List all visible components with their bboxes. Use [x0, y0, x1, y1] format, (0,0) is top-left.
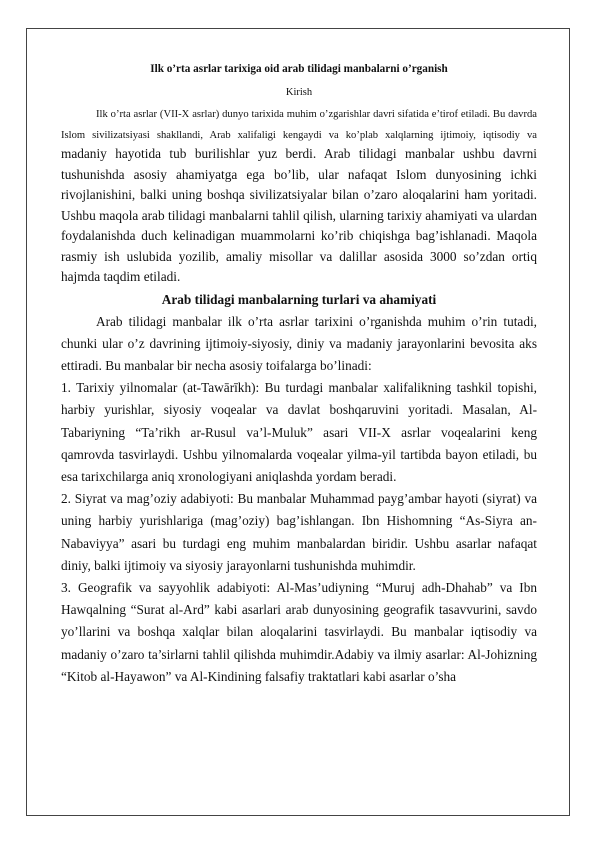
paragraph-3: 2. Siyrat va mag’oziy adabiyoti: Bu manbalar Muhammad payg’ambar hayoti (siyrat) va uning harbiy yurishlariga (mag’oziy) bag’ishlangan. Ibn Hishomning “As-Siyra an-Nabaviyya” asari bu turdagi eng muhim manbalardan biridir. Ushbu asarlar nafaqat diniy, balki ijtimoiy va siyosiy jarayonlarni tushunishda muhimdir. — [61, 491, 537, 573]
document-body — [61, 62, 537, 688]
paragraph-1: Arab tilidagi manbalar ilk o’rta asrlar tarixini o’rganishda muhim o’rin tutadi, chunki ular o’z davrining ijtimoiy-siyosiy, diniy va madaniy jarayonlarini bevosita aks ettiradi. Bu manbalar bir necha asosiy toifalarga bo’linadi: — [61, 313, 537, 373]
section-heading: Arab tilidagi manbalarning turlari va ahamiyati — [161, 291, 437, 307]
intro-paragraph — [61, 106, 537, 289]
document-title: Ilk o’rta asrlar tarixiga oid arab tilidagi manbalarni o’rganish — [150, 63, 448, 75]
intro-text-small: Ilk o’rta asrlar (VII-X asrlar) dunyo tarixida muhim o’zgarishlar davri sifatida e’tirof etiladi. Bu davrda Islom sivilizatsiyasi shakllandi, Arab xalifaligi kengaydi va ko’plab xalqlarning ijtimoiy, iqtisodiy va — [61, 109, 537, 141]
document-subtitle: Kirish — [285, 87, 313, 98]
intro-text-large: madaniy hayotida tub burilishlar yuz berdi. Arab tilidagi manbalar ushbu davrni tushunishda asosiy ahamiyatga ega bo’lib, ular nafaqat Islom dunyosining ichki rivojlanishini, balki uning boshqa sivilizatsiyalar bilan o’zaro aloqalarini ham yoritadi. Ushbu maqola arab tilidagi manbalarni tahlil qilish, ularning tarixiy ahamiyati va ulardan foydalanishda duch kelinadigan muammolarni ko’rib chiqishga bag’ishlanadi. Maqola rasmiy ish uslubida yozilib, amaliy misollar va dalillar asosida 3000 so’zdan ortiq hajmda taqdim etiladi. — [61, 146, 537, 284]
paragraph-2: 1. Tarixiy yilnomalar (at-Tawārīkh): Bu turdagi manbalar xalifalikning tashkil topishi, harbiy yurishlar, siyosiy voqealar va davlat boshqaruvini yoritadi. Masalan, Al-Tabariyning “Ta’rikh ar-Rusul va’l-Muluk” asari VII-X asrlar voqealarini keng qamrovda tasvirlaydi. Ushbu yilnomalarda voqealar yilma-yil tartibda bayon etiladi, bu esa tarixchilarga aniq xronologiyani aniqlashda yordam beradi. — [61, 380, 537, 484]
paragraph-4: 3. Geografik va sayyohlik adabiyoti: Al-Mas’udiyning “Muruj adh-Dhahab” va Ibn Hawqalning “Surat al-Ard” kabi asarlari arab dunyosining geografik tasavvurini, savdo yo’llarini va boshqa xalqlar bilan aloqalarini tasvirlaydi. Bu manbalar iqtisodiy va madaniy o’zaro ta’sirlarni tahlil qilishda muhimdir.Adabiy va ilmiy asarlar: Al-Johizning “Kitob al-Hayawon” va Al-Kindining falsafiy traktatlari kabi asarlar o’sha — [61, 579, 537, 684]
